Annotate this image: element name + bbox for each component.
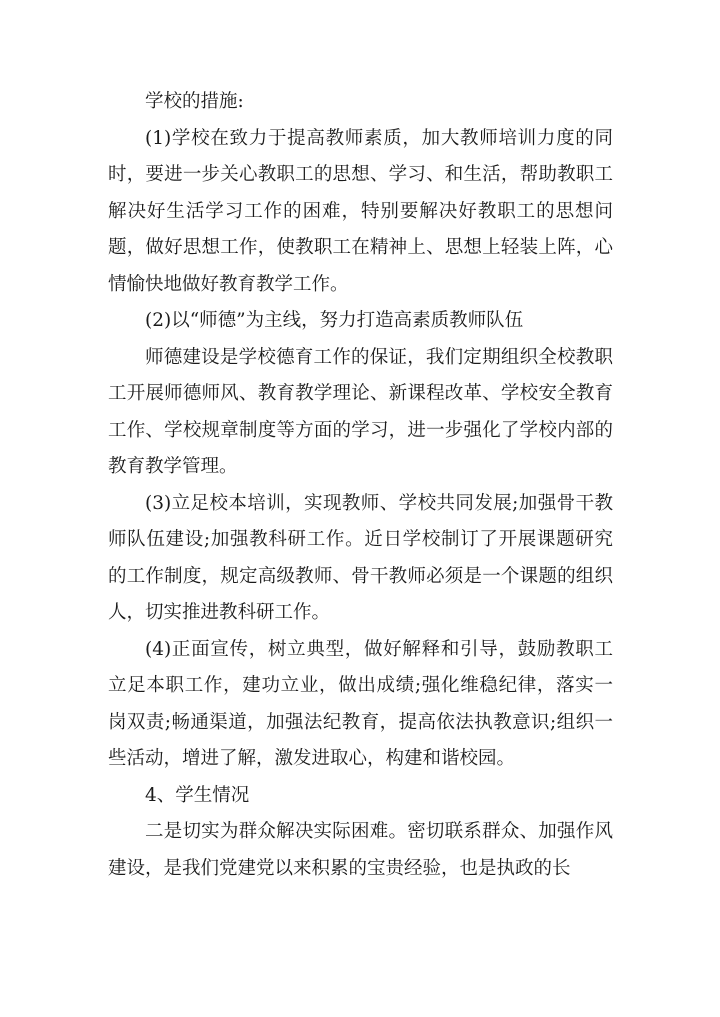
paragraph-heading-measures: 学校的措施: xyxy=(145,91,244,112)
paragraph-measure-3: (3)立足校本培训，实现教师、学校共同发展;加强骨干教师队伍建设;加强教科研工作。近日学校制订了开展课题研究的工作制度，规定高级教师、骨干教师必须是一个课题的组织人，切实推进教科研工作。 xyxy=(108,492,613,623)
paragraph-practical-difficulties: 二是切实为群众解决实际困难。密切联系群众、加强作风建设，是我们党建党以来积累的宝贵经验，也是执政的长 xyxy=(108,821,613,879)
paragraph-heading-students: 4、学生情况 xyxy=(145,784,250,806)
document-body xyxy=(108,84,613,887)
paragraph-measure-1: (1)学校在致力于提高教师素质，加大教师培训力度的同时，要进一步关心教职工的思想、学习、和生活，帮助教职工解决好生活学习工作的困难，特别要解决好教职工的思想问题，做好思想工作，使教职工在精神上、思想上轻装上阵，心情愉快地做好教育教学工作。 xyxy=(108,127,613,295)
paragraph-measure-2-title: (2)以“师德”为主线，努力打造高素质教师队伍 xyxy=(145,310,524,331)
paragraph-measure-4: (4)正面宣传，树立典型，做好解释和引导，鼓励教职工立足本职工作，建功立业，做出成绩;强化维稳纪律，落实一岗双责;畅通渠道，加强法纪教育，提高依法执教意识;组织一些活动，增进了解，激发进取心，构建和谐校园。 xyxy=(108,638,613,769)
paragraph-teacher-ethics: 师德建设是学校德育工作的保证，我们定期组织全校教职工开展师德师风、教育教学理论、新课程改革、学校安全教育工作、学校规章制度等方面的学习，进一步强化了学校内部的教育教学管理。 xyxy=(108,346,613,477)
